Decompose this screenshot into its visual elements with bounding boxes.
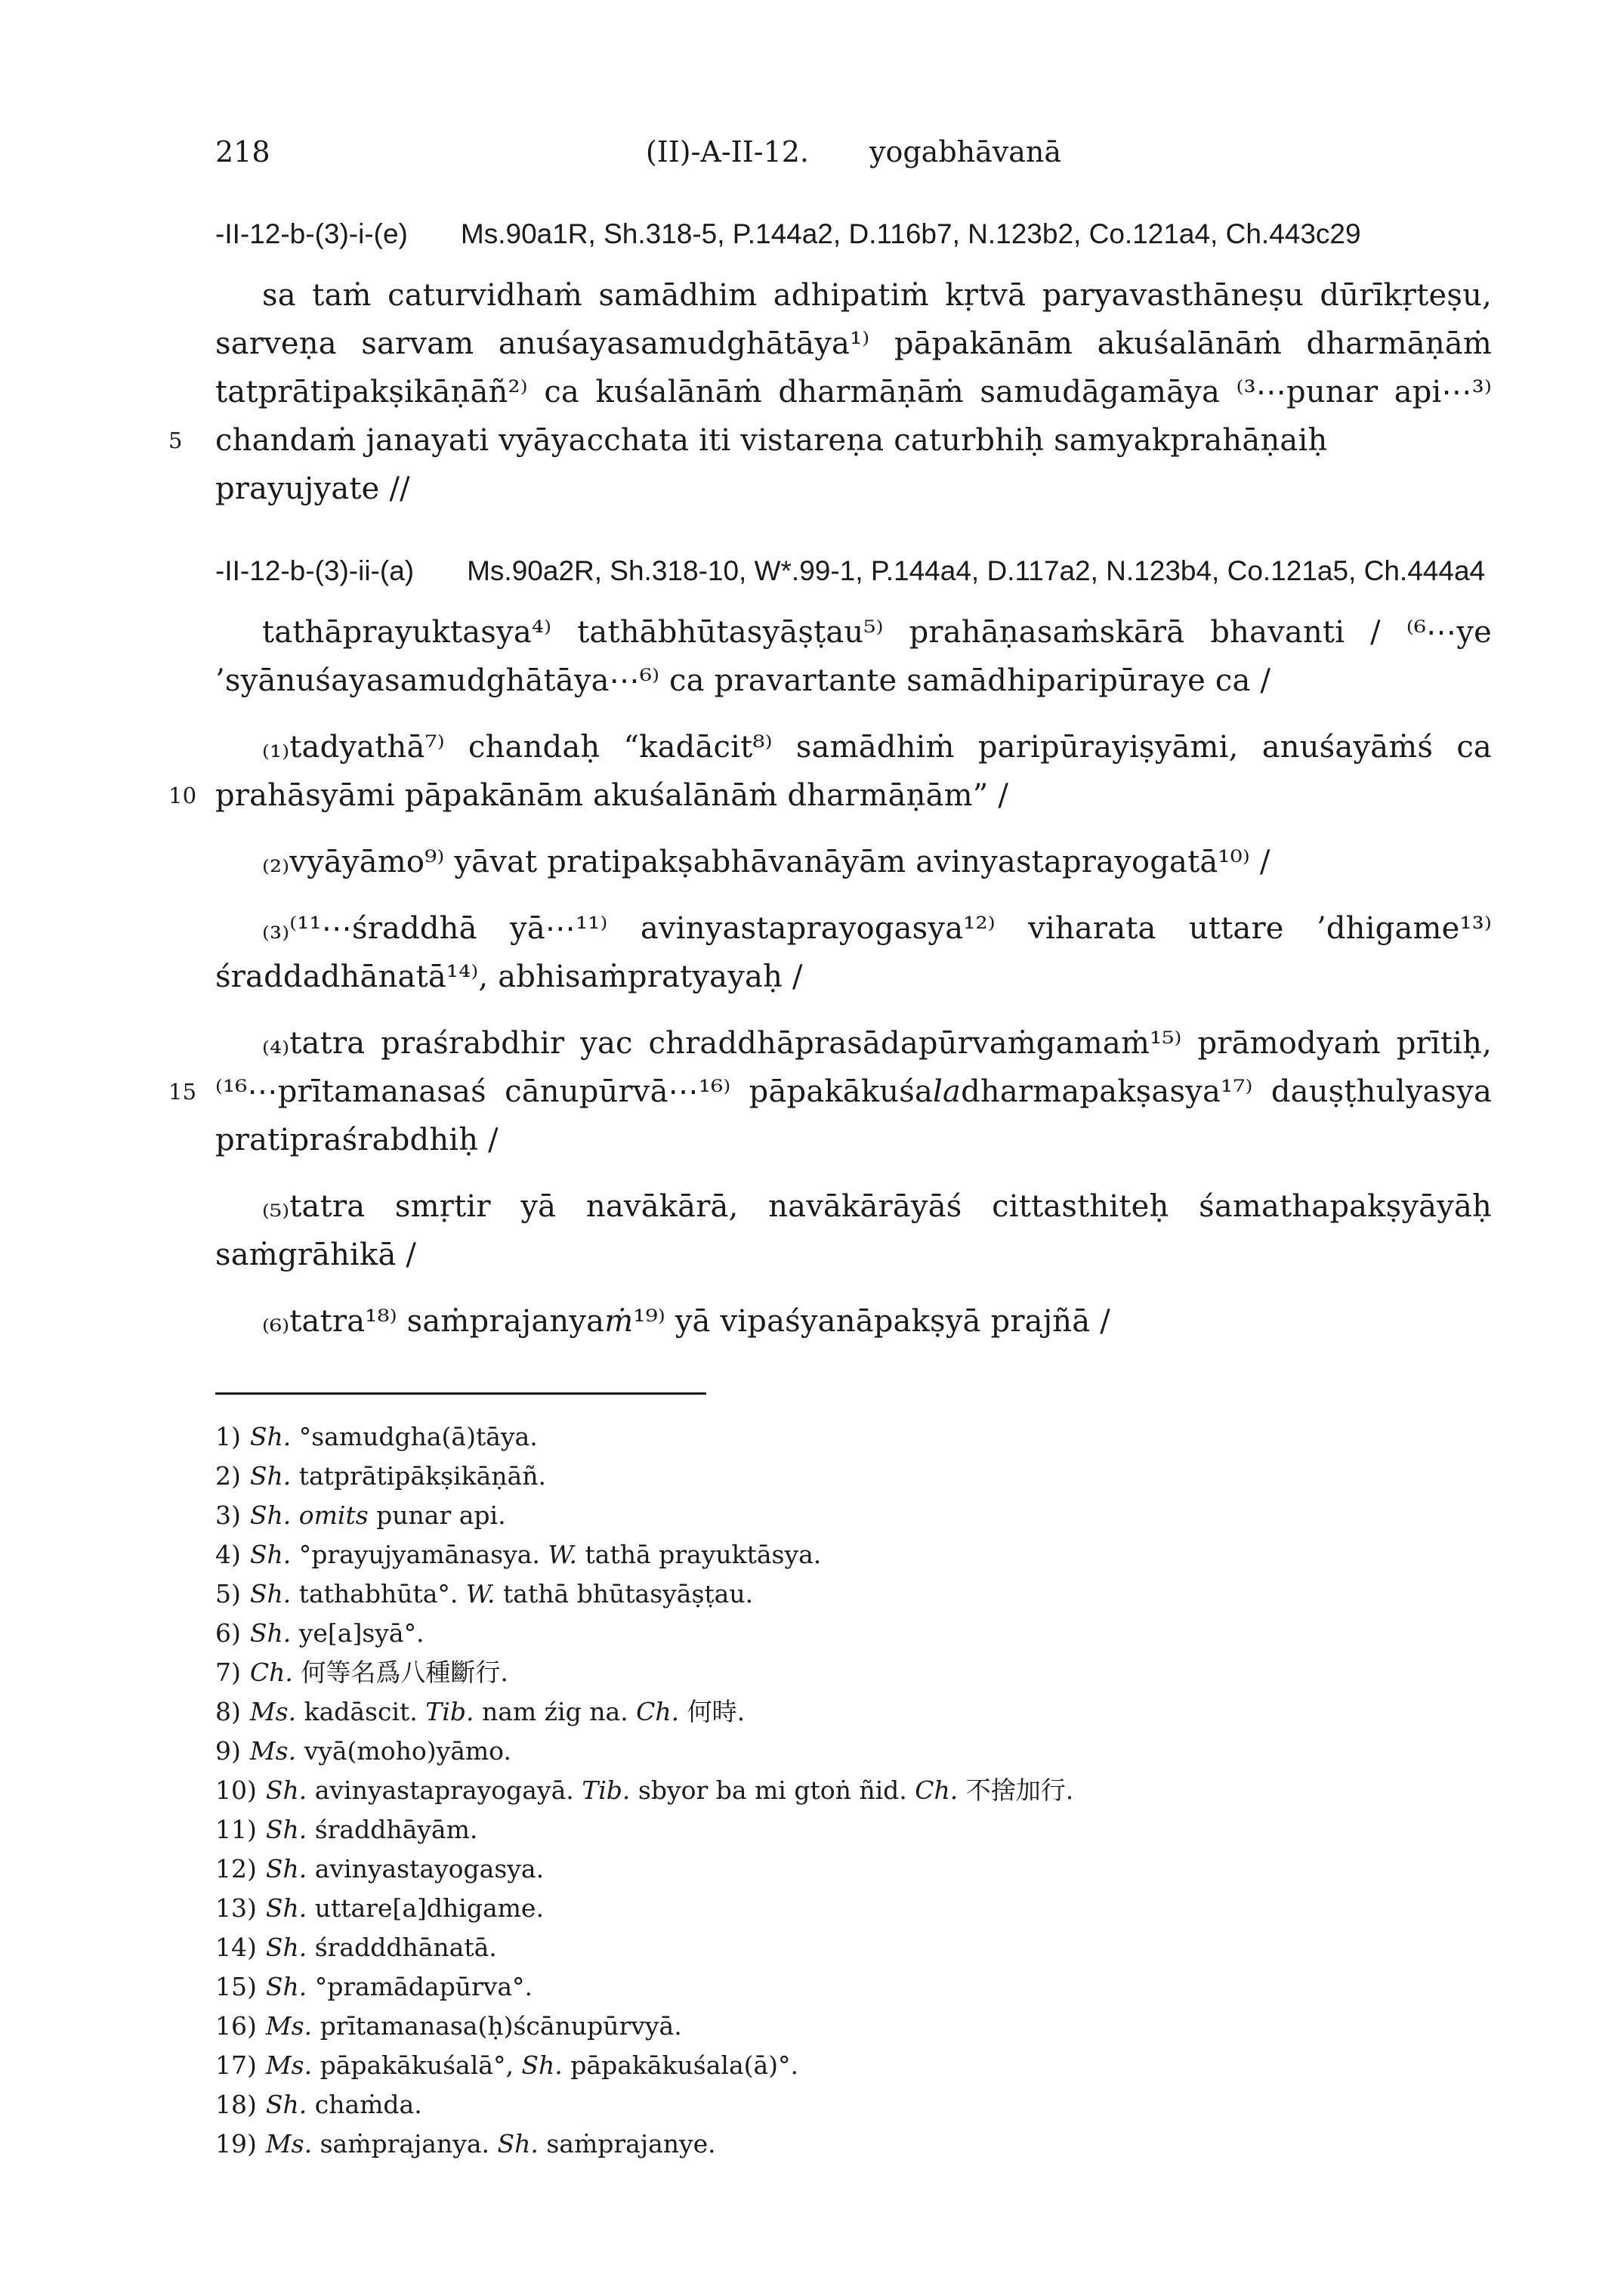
text-run: omits [298, 1500, 369, 1530]
text-run: pāpakākuśalā°, [312, 2050, 522, 2080]
paragraph [215, 838, 1492, 886]
text-run: Sh. [249, 1422, 292, 1451]
text-run: sbyor ba mi gtoṅ ñid. [630, 1775, 915, 1805]
text-run: Ms. [265, 2050, 313, 2080]
text-run: ṁ [604, 1304, 634, 1339]
section [168, 552, 1492, 1346]
text-run: dharmapakṣasya¹⁷⁾ dauṣṭhulyasya [961, 1074, 1492, 1109]
text-run: Sh. [497, 2129, 539, 2158]
footnote [215, 1771, 1492, 1810]
text-run: pratipraśrabdhiḥ / [215, 1123, 499, 1157]
chapter-id: (II)-A-II-12. [645, 135, 810, 168]
footnote-number: 4) [215, 1540, 241, 1569]
text-run: Sh. [265, 1893, 307, 1923]
footnote-number: 17) [215, 2050, 257, 2080]
paragraph [215, 1297, 1492, 1346]
text-run: tatprātipakṣikāṇāñ²⁾ ca kuśalānāṁ dharmāṇāṁ samudāgamāya ⁽³⋯punar api⋯³⁾ [215, 375, 1492, 409]
text-line [215, 1116, 1492, 1164]
text-line [215, 1297, 1492, 1346]
footnote [215, 1574, 1492, 1614]
text-run: ₍₂₎vyāyāmo⁹⁾ yāvat pratipakṣabhāvanāyām avinyastaprayogatā¹⁰⁾ / [262, 845, 1270, 879]
section-heading [215, 215, 1492, 253]
text-run: Sh. [265, 1775, 307, 1805]
text-run: W. [548, 1540, 578, 1569]
text-run: Sh. [265, 1815, 307, 1844]
text-run: 不捨加行. [958, 1775, 1074, 1805]
footnote [215, 1810, 1492, 1849]
footnotes-block [215, 1417, 1492, 2164]
footnote [215, 1692, 1492, 1732]
text-line [215, 1231, 1492, 1279]
line-number: 10 [168, 783, 197, 808]
text-run: °pramādapūrva°. [307, 1972, 533, 2001]
text-run: Sh. [249, 1540, 292, 1569]
footnote-number: 18) [215, 2090, 257, 2119]
text-run: ₍₁₎tadyathā⁷⁾ chandaḥ “kadācit⁸⁾ samādhiṁ paripūrayiṣyāmi, anuśayāṁś ca [262, 730, 1492, 765]
paragraph [215, 1182, 1492, 1279]
text-run: sa taṁ caturvidhaṁ samādhim adhipatiṁ kṛtvā paryavasthāneṣu dūrīkṛteṣu, [262, 278, 1492, 313]
text-run: tatprātipākṣikāṇāñ. [291, 1461, 546, 1491]
text-run: Sh. [265, 1972, 307, 2001]
line-number: 15 [168, 1079, 197, 1105]
footnote [215, 1967, 1492, 2007]
text-run: ₍₅₎tatra smṛtir yā navākārā, navākārāyāś cittasthiteḥ śamathapakṣyāyāḥ [262, 1189, 1492, 1224]
text-run: śraddhāyām. [307, 1815, 478, 1844]
text-run: ₍₆₎tatra¹⁸⁾ saṁprajanya [262, 1304, 605, 1339]
footnote-number: 1) [215, 1422, 241, 1451]
footnote-number: 5) [215, 1579, 241, 1608]
section-label: -II-12-b-(3)-ii-(a) [215, 555, 415, 586]
text-run: Sh. [521, 2050, 563, 2080]
text-run: pāpakākuśala(ā)°. [562, 2050, 799, 2080]
page-number: 218 [215, 135, 270, 168]
text-run: °samudgha(ā)tāya. [291, 1422, 538, 1451]
text-run: Sh. [265, 2090, 307, 2119]
text-line [215, 904, 1492, 953]
section [168, 215, 1492, 513]
text-line [168, 1068, 1492, 1116]
text-run: ⁽¹⁶⋯prītamanasaś cānupūrvā⋯¹⁶⁾ pāpakākuśa [215, 1074, 934, 1109]
footnote [215, 2085, 1492, 2124]
text-run: Sh. [265, 1933, 307, 1962]
text-line [215, 1019, 1492, 1068]
text-run: saṁprajanye. [538, 2129, 716, 2158]
footnote [215, 1928, 1492, 1967]
footnote-number: 2) [215, 1461, 241, 1491]
text-run: Sh. [265, 1854, 307, 1883]
footnote [215, 1535, 1492, 1574]
text-run: saṁgrāhikā / [215, 1238, 417, 1272]
paragraph [168, 1019, 1492, 1164]
text-run: Ms. [249, 1697, 297, 1726]
text-run: Sh. [249, 1579, 292, 1608]
footnote [215, 1653, 1492, 1692]
text-body [168, 215, 1492, 1346]
text-run: tathā prayuktāsya. [577, 1540, 822, 1569]
text-line [215, 838, 1492, 886]
text-run: nam źig na. [474, 1697, 637, 1726]
text-line [215, 608, 1492, 657]
text-line [168, 771, 1492, 820]
text-run: 何等名爲八種斷行. [292, 1658, 508, 1687]
text-run: uttare[a]dhigame. [307, 1893, 544, 1923]
footnote-rule [215, 1392, 706, 1395]
text-run: chaṁda. [307, 2090, 422, 2119]
text-run: Tib. [582, 1775, 631, 1805]
footnote-number: 10) [215, 1775, 257, 1805]
footnote [215, 1849, 1492, 1889]
footnote [215, 1732, 1492, 1771]
text-run: prītamanasa(ḥ)ścānupūrvyā. [312, 2011, 682, 2041]
footnote [215, 2124, 1492, 2164]
paragraph [215, 608, 1492, 705]
manuscript-refs: Ms.90a2R, Sh.318-10, W*.99-1, P.144a4, D.117a2, N.123b4, Co.121a5, Ch.444a4 [467, 555, 1486, 586]
page-header [215, 132, 1492, 172]
text-run: Ms. [265, 2011, 313, 2041]
text-run: Tib. [425, 1697, 474, 1726]
text-run: śraddadhānatā¹⁴⁾, abhisaṁpratyayaḥ / [215, 959, 803, 994]
section-label: -II-12-b-(3)-i-(e) [215, 218, 408, 249]
text-run: ₍₃₎⁽¹¹⋯śraddhā yā⋯¹¹⁾ avinyastaprayogasya¹²⁾ viharata uttare ’dhigame¹³⁾ [262, 911, 1492, 946]
text-run: W. [465, 1579, 496, 1608]
footnote-number: 8) [215, 1697, 241, 1726]
text-run: śradddhānatā. [307, 1933, 497, 1962]
running-title: yogabhāvanā [869, 135, 1062, 168]
footnote [215, 1457, 1492, 1496]
footnote-number: 14) [215, 1933, 257, 1962]
text-run: tathabhūta°. [291, 1579, 466, 1608]
text-line [215, 368, 1492, 416]
footnote-number: 13) [215, 1893, 257, 1923]
paragraph [215, 904, 1492, 1001]
text-run: punar api. [368, 1500, 506, 1530]
text-run: Ch. [915, 1775, 959, 1805]
text-line [215, 1182, 1492, 1231]
footnote [215, 2007, 1492, 2046]
text-run: ’syānuśayasamudghātāya⋯⁶⁾ ca pravartante samādhiparipūraye ca / [215, 663, 1271, 698]
text-run: Sh. [249, 1461, 292, 1491]
footnote-number: 9) [215, 1736, 241, 1766]
text-line [168, 416, 1492, 513]
footnote [215, 1889, 1492, 1928]
text-run: chandaṁ janayati vyāyacchata iti vistareṇa caturbhiḥ samyakprahāṇaiḥ prayujyate // [215, 423, 1328, 506]
text-line [215, 657, 1492, 705]
footnote [215, 1614, 1492, 1653]
line-number: 5 [168, 428, 183, 453]
text-run: prahāsyāmi pāpakānām akuśalānāṁ dharmāṇām” / [215, 778, 1009, 813]
text-run: °prayujyamānasya. [291, 1540, 548, 1569]
text-line [215, 953, 1492, 1001]
paragraph [168, 271, 1492, 513]
text-run: avinyastayogasya. [307, 1854, 545, 1883]
text-line [215, 271, 1492, 320]
text-run: avinyastaprayogayā. [307, 1775, 582, 1805]
text-run: sarveṇa sarvam anuśayasamudghātāya¹⁾ pāpakānām akuśalānāṁ dharmāṇāṁ [215, 326, 1492, 361]
text-run: ¹⁹⁾ yā vipaśyanāpakṣyā prajñā / [633, 1304, 1110, 1339]
footnote-number: 11) [215, 1815, 257, 1844]
footnote [215, 1417, 1492, 1457]
manuscript-refs: Ms.90a1R, Sh.318-5, P.144a2, D.116b7, N.123b2, Co.121a4, Ch.443c29 [460, 218, 1361, 249]
text-run: la [933, 1074, 962, 1109]
text-line [215, 320, 1492, 368]
text-run: 何時. [679, 1697, 746, 1726]
footnote [215, 2046, 1492, 2085]
text-run: vyā(moho)yāmo. [296, 1736, 511, 1766]
text-run: Ch. [249, 1658, 293, 1687]
text-run: Ms. [265, 2129, 313, 2158]
footnote-number: 12) [215, 1854, 257, 1883]
text-run: ye[a]syā°. [291, 1618, 425, 1648]
section-heading [215, 552, 1492, 590]
text-line [215, 723, 1492, 771]
text-run: Ch. [636, 1697, 680, 1726]
footnote-number: 16) [215, 2011, 257, 2041]
footnote-number: 6) [215, 1618, 241, 1648]
text-run: saṁprajanya. [312, 2129, 498, 2158]
text-run: kadāscit. [296, 1697, 426, 1726]
text-run: Sh. [249, 1500, 292, 1530]
text-run: tathā bhūtasyāṣṭau. [495, 1579, 754, 1608]
text-run: Ms. [249, 1736, 297, 1766]
footnote-number: 7) [215, 1658, 241, 1687]
footnote-number: 3) [215, 1500, 241, 1530]
text-run: tathāprayuktasya⁴⁾ tathābhūtasyāṣṭau⁵⁾ prahāṇasaṁskārā bhavanti / ⁽⁶⋯ye [262, 615, 1492, 650]
running-header [215, 132, 1492, 172]
paragraph [168, 723, 1492, 820]
text-run: ₍₄₎tatra praśrabdhir yac chraddhāprasādapūrvaṁgamaṁ¹⁵⁾ prāmodyaṁ prītiḥ, [262, 1026, 1492, 1061]
footnote [215, 1496, 1492, 1535]
text-run [291, 1500, 299, 1530]
footnote-number: 15) [215, 1972, 257, 2001]
text-run: Sh. [249, 1618, 292, 1648]
footnote-number: 19) [215, 2129, 257, 2158]
